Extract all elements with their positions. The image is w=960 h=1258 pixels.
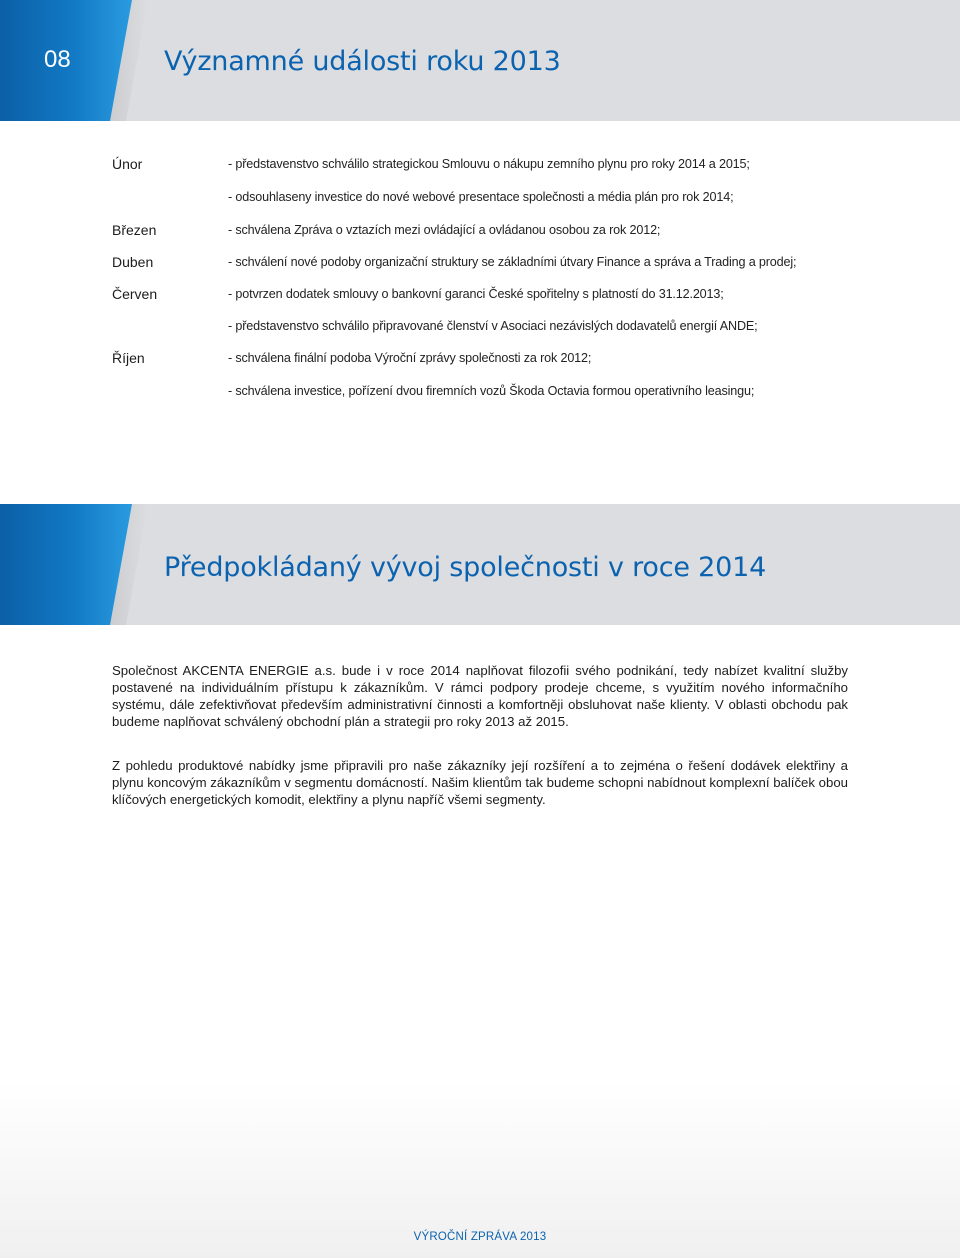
paragraph: Společnost AKCENTA ENERGIE a.s. bude i v roce 2014 naplňovat filozofii svého podnikání, tedy nabízet kvalitní služby postavené na individuálním přístupu k zákazníkům. V rámci podpory prodeje chceme, s využitím nového informačního systému, dále zefektivňovat především administrativní činnosti a komfortněji obsluhovat naše klienty. V oblasti obchodu pak budeme naplňovat schválený obchodní plán a strategii pro roky 2013 až 2015. (112, 663, 848, 729)
event-item: - představenstvo schválilo připravované členství v Asociaci nezávislých dodavatelů energií ANDE; (228, 319, 758, 333)
header-band (0, 0, 960, 121)
event-item: - potvrzen dodatek smlouvy o bankovní garanci České spořitelny s platností do 31.12.2013; (228, 287, 724, 301)
footer-label: VÝROČNÍ ZPRÁVA 2013 (413, 1231, 547, 1243)
event-item: - schválena Zpráva o vztazích mezi ovládající a ovládanou osobou za rok 2012; (228, 223, 661, 237)
page-title: Významné události roku 2013 (164, 46, 561, 77)
page-number: 08 (44, 46, 71, 73)
month-label: Červen (112, 286, 158, 302)
paragraph: Z pohledu produktové nabídky jsme připravili pro naše zákazníky její rozšíření a to zejména o řešení dodávek elektřiny a plynu koncovým zákazníkům v segmentu domácností. Našim klientům tak budeme schopni nabídnout komplexní balíček obou klíčových energetických komodit, elektřiny a plynu napříč všemi segmenty. (112, 758, 848, 807)
event-item: - schválení nové podoby organizační struktury se základními útvary Finance a správa a Trading a prodej; (228, 255, 797, 269)
section-band (0, 504, 960, 625)
event-item: - schválena investice, pořízení dvou firemních vozů Škoda Octavia formou operativního leasingu; (228, 384, 755, 398)
month-label: Únor (112, 156, 143, 172)
event-item: - schválena finální podoba Výroční zprávy společnosti za rok 2012; (228, 351, 592, 365)
event-item: - odsouhlaseny investice do nové webové presentace společnosti a média plán pro rok 2014; (228, 190, 734, 204)
event-item: - představenstvo schválilo strategickou Smlouvu o nákupu zemního plynu pro roky 2014 a 2015; (228, 157, 750, 171)
month-label: Říjen (112, 350, 145, 366)
section-title: Předpokládaný vývoj společnosti v roce 2014 (164, 552, 767, 583)
month-label: Březen (112, 222, 157, 238)
section-accent-shape (0, 504, 132, 625)
month-label: Duben (112, 254, 154, 270)
